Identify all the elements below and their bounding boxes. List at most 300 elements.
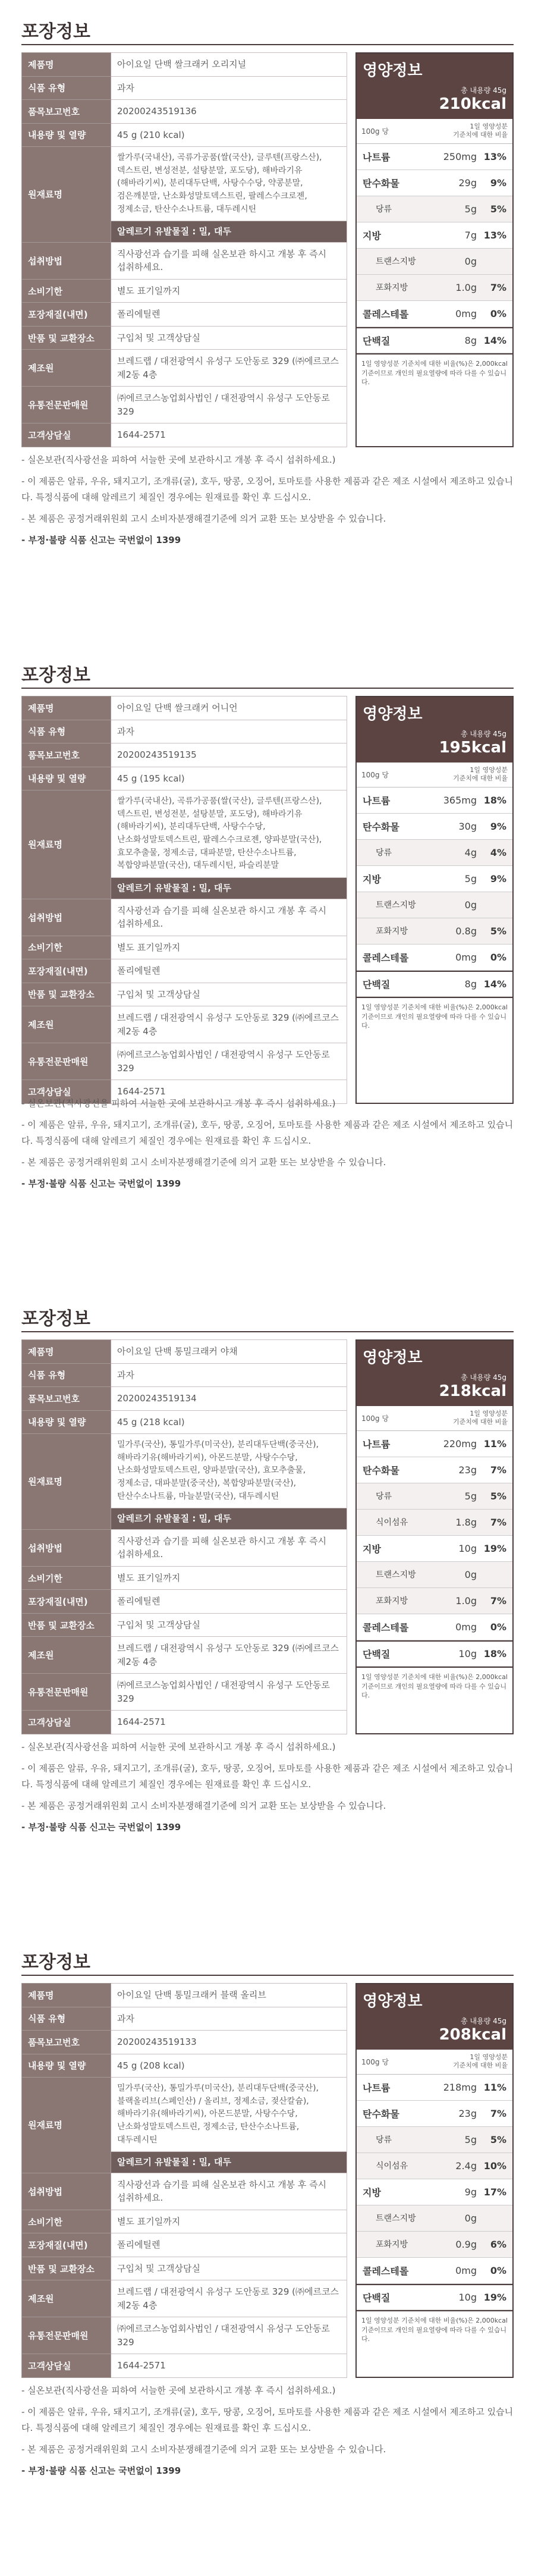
row-food-type	[22, 1363, 347, 1387]
nutrient-amount: 5g	[464, 1490, 477, 1502]
nutrient-percent: 19%	[483, 2291, 506, 2303]
row-volume	[22, 123, 347, 147]
row-ingredients	[22, 147, 347, 221]
row-value: 구입처 및 고객상담실	[111, 2257, 347, 2280]
row-expiry	[22, 1566, 347, 1590]
row-value: 45 g (208 kcal)	[111, 2054, 347, 2078]
row-ingredients	[22, 1434, 347, 1508]
nutrient-name: 콜레스테롤	[363, 2265, 409, 2277]
nutrient-percent: 0%	[490, 1621, 506, 1633]
row-distributor	[22, 1674, 347, 1711]
section-divider	[21, 1975, 514, 1976]
nutrient-percent: 7%	[490, 1464, 506, 1476]
row-value: 밀가루(국산), 통밀가루(미국산), 분리대두단백(중국산), 블랙올리브(스페인산) / 올리브, 정제소금, 젖산칼슘), 해바라기유(해바라기씨), 아몬드분말, 사탕수수당, 난소화성말토덱스트린, 정제소금, 탄산수소나트륨, 대두레시틴	[111, 2078, 347, 2152]
nutrient-row	[357, 170, 512, 196]
nutrient-row	[357, 2284, 512, 2310]
nutrient-percent: 0%	[490, 951, 506, 963]
row-label: 내용량 및 열량	[22, 767, 111, 790]
nutrient-amount: 5g	[464, 203, 477, 215]
row-expiry	[22, 2210, 347, 2233]
row-manufacturer	[22, 2280, 347, 2317]
nutrient-amount: 9g	[464, 2186, 477, 2198]
row-packaging	[22, 959, 347, 983]
nutrient-name: 포화지방	[376, 1596, 408, 1607]
row-label: 식품 유형	[22, 1363, 111, 1387]
nutrient-name: 당류	[376, 1492, 392, 1502]
nutrient-name: 포화지방	[376, 2240, 408, 2250]
nutrient-amount: 10g	[458, 2291, 477, 2303]
section-divider	[21, 44, 514, 45]
row-value: 구입처 및 고객상담실	[111, 983, 347, 1006]
row-customer	[22, 2354, 347, 2378]
nutrient-amount: 1.8g	[455, 1516, 477, 1528]
row-value: 폴리에틸렌	[111, 959, 347, 983]
row-return	[22, 983, 347, 1006]
row-value: 별도 표기일까지	[111, 936, 347, 959]
storage-notes	[21, 1096, 514, 1197]
section-title: 포장정보	[21, 665, 90, 686]
nutrient-percent: 7%	[490, 2107, 506, 2119]
nutrient-name: 탄수화물	[363, 2108, 399, 2120]
row-value: 쌀가루(국내산), 곡류가공품(쌀(국산), 글루텐(프랑스산), 덱스트린, 변성전분, 설탕분말, 포도당), 해바라기유(해바라기씨), 분리대두단백, 사탕수수당, 난소화성말토덱스트린, 팔레스수크로젠, 양파분말(국산), 효모추출물, 정제소금, 대파분말, 탄산수소나트륨, 복합양파분말(국산), 대두레시틴, 파슬리분말	[111, 790, 347, 878]
nutrient-row	[357, 787, 512, 814]
nutrient-row	[357, 918, 512, 945]
row-label: 내용량 및 열량	[22, 2054, 111, 2078]
nutrient-percent: 5%	[490, 1490, 506, 1502]
row-ingredients	[22, 790, 347, 878]
nutrient-row	[357, 301, 512, 327]
row-value: 과자	[111, 76, 347, 100]
nutrient-percent: 6%	[490, 2238, 506, 2250]
row-distributor	[22, 387, 347, 423]
nutrient-name: 식이섬유	[376, 1518, 408, 1528]
allergy-notice: 알레르기 유발물질 : 밀, 대두	[111, 221, 347, 243]
row-value: 아이요일 단백 통밀크래커 야채	[111, 1340, 347, 1364]
row-distributor	[22, 1043, 347, 1080]
nutrient-amount: 7g	[464, 229, 477, 241]
daily-ratio-label: 1일 영양성분 기준치에 대한 비율	[452, 766, 508, 783]
nutrient-amount: 8g	[464, 334, 477, 346]
nutrient-row	[357, 814, 512, 840]
row-value: 1644-2571	[111, 1080, 347, 1104]
nutrient-name: 나트륨	[363, 795, 391, 807]
row-volume	[22, 1410, 347, 1434]
per-100g-label: 100g 당	[361, 770, 389, 779]
row-value: 별도 표기일까지	[111, 279, 347, 303]
row-value: 브레드랩 / 대전광역시 유성구 도안동로 329 (㈜에르코스 제2동 4층	[111, 2280, 347, 2317]
row-label: 반품 및 교환장소	[22, 2257, 111, 2280]
note-item: - 이 제품은 알류, 우유, 돼지고기, 조개류(굴), 호두, 땅콩, 오징어, 토마토를 사용한 제품과 같은 제조 시설에서 제조하고 있습니다. 특정식품에 대해 알레르기 체질인 경우에는 원재료를 확인 후 드십시오.	[21, 1119, 514, 1146]
nutrition-header	[357, 1984, 512, 2050]
nutrient-row	[357, 249, 512, 275]
note-item: - 부정·불량 식품 신고는 국번없이 1399	[21, 1822, 181, 1833]
nutrition-facts	[355, 1339, 514, 1734]
packaging-section	[0, 1931, 535, 2574]
row-value: 직사광선과 습기를 피해 실온보관 하시고 개봉 후 즉시 섭취하세요.	[111, 899, 347, 936]
row-intake	[22, 899, 347, 936]
nutrient-row	[357, 1483, 512, 1510]
nutrient-row	[357, 2153, 512, 2179]
nutrient-row	[357, 1614, 512, 1640]
section-body	[21, 696, 514, 1104]
row-expiry	[22, 936, 347, 959]
nutrient-amount: 29g	[458, 177, 477, 189]
row-label: 제품명	[22, 1340, 111, 1364]
row-product-name	[22, 696, 347, 720]
nutrient-name: 포화지방	[376, 283, 408, 293]
nutrient-row	[357, 196, 512, 222]
nutrient-amount: 4g	[464, 846, 477, 858]
nutrient-percent: 7%	[490, 1516, 506, 1528]
row-value: 45 g (210 kcal)	[111, 123, 347, 147]
row-label: 반품 및 교환장소	[22, 1613, 111, 1637]
row-report-no	[22, 743, 347, 767]
nutrient-amount: 2.4g	[455, 2160, 477, 2172]
nutrient-amount: 10g	[458, 1542, 477, 1554]
nutrient-name: 콜레스테롤	[363, 308, 409, 320]
nutrient-row	[357, 945, 512, 971]
row-value: 20200243519134	[111, 1387, 347, 1411]
row-value: 45 g (218 kcal)	[111, 1410, 347, 1434]
row-intake	[22, 242, 347, 279]
row-food-type	[22, 2007, 347, 2031]
nutrient-percent: 5%	[490, 2133, 506, 2145]
nutrient-percent: 14%	[483, 978, 506, 990]
nutrition-header	[357, 54, 512, 119]
row-label: 고객상담실	[22, 1711, 111, 1734]
section-body	[21, 1339, 514, 1734]
nutrition-facts	[355, 696, 514, 1104]
nutrient-amount: 10g	[458, 1648, 477, 1659]
nutrition-header	[357, 697, 512, 763]
nutrient-amount: 218mg	[443, 2081, 477, 2093]
note-item: - 이 제품은 알류, 우유, 돼지고기, 조개류(굴), 호두, 땅콩, 오징어, 토마토를 사용한 제품과 같은 제조 시설에서 제조하고 있습니다. 특정식품에 대해 알레르기 체질인 경우에는 원재료를 확인 후 드십시오.	[21, 476, 514, 503]
nutrient-percent: 5%	[490, 203, 506, 215]
note-item: - 이 제품은 알류, 우유, 돼지고기, 조개류(굴), 호두, 땅콩, 오징어, 토마토를 사용한 제품과 같은 제조 시설에서 제조하고 있습니다. 특정식품에 대해 알레르기 체질인 경우에는 원재료를 확인 후 드십시오.	[21, 1763, 514, 1790]
note-item: - 부정·불량 식품 신고는 국번없이 1399	[21, 1178, 181, 1189]
row-label: 포장재질(내면)	[22, 2233, 111, 2257]
note-item: - 실온보관(직사광선을 피하여 서늘한 곳에 보관하시고 개봉 후 즉시 섭취하세요.)	[21, 1742, 336, 1752]
row-label: 섭취방법	[22, 1529, 111, 1566]
nutrient-amount: 0mg	[455, 951, 477, 963]
row-label: 식품 유형	[22, 2007, 111, 2031]
nutrient-amount: 0mg	[455, 2264, 477, 2276]
nutrition-facts	[355, 52, 514, 447]
nutrient-percent: 19%	[483, 1542, 506, 1554]
nutrient-name: 콜레스테롤	[363, 952, 409, 964]
nutrient-percent: 11%	[483, 1438, 506, 1449]
row-value: 1644-2571	[111, 1711, 347, 1734]
nutrition-footnote: 1일 영양성분 기준치에 대한 비율(%)은 2,000kcal 기준이므로 개인의 필요열량에 따라 다를 수 있습니다.	[357, 353, 512, 393]
serving-size: 총 내용량 45g	[461, 730, 506, 738]
nutrient-amount: 365mg	[443, 794, 477, 806]
nutrient-name: 나트륨	[363, 2082, 391, 2094]
nutrient-name: 지방	[363, 1543, 381, 1555]
nutrient-row	[357, 1457, 512, 1483]
nutrient-amount: 1.0g	[455, 281, 477, 293]
nutrition-title: 영양정보	[363, 1349, 423, 1367]
row-value: 아이요일 단백 쌀크래커 오리지널	[111, 53, 347, 77]
row-label: 원재료명	[22, 1434, 111, 1530]
nutrient-row	[357, 1431, 512, 1457]
nutrient-amount: 0.9g	[455, 2238, 477, 2250]
note-item: - 실온보관(직사광선을 피하여 서늘한 곳에 보관하시고 개봉 후 즉시 섭취하세요.)	[21, 2385, 336, 2396]
row-manufacturer	[22, 1006, 347, 1043]
nutrient-percent: 11%	[483, 2081, 506, 2093]
row-packaging	[22, 2233, 347, 2257]
row-value: 직사광선과 습기를 피해 실온보관 하시고 개봉 후 즉시 섭취하세요.	[111, 2173, 347, 2210]
nutrient-name: 나트륨	[363, 1438, 391, 1450]
nutrient-percent: 14%	[483, 334, 506, 346]
note-item: - 부정·불량 식품 신고는 국번없이 1399	[21, 2465, 181, 2476]
calories: 218kcal	[439, 1382, 506, 1400]
row-label: 제품명	[22, 1984, 111, 2007]
nutrient-row	[357, 971, 512, 997]
nutrient-amount: 0g	[464, 255, 477, 267]
row-label: 유통전문판매원	[22, 387, 111, 423]
calories: 210kcal	[439, 95, 506, 113]
row-label: 원재료명	[22, 790, 111, 899]
row-value: 45 g (195 kcal)	[111, 767, 347, 790]
row-value: 20200243519136	[111, 100, 347, 124]
per-100g-label: 100g 당	[361, 1414, 389, 1423]
row-label: 식품 유형	[22, 720, 111, 743]
note-item: - 본 제품은 공정거래위원회 고시 소비자분쟁해결기준에 의거 교환 또는 보상받을 수 있습니다.	[21, 1800, 386, 1811]
row-distributor	[22, 2317, 347, 2354]
nutrient-name: 트랜스지방	[376, 2214, 416, 2224]
row-food-type	[22, 720, 347, 743]
row-value: ㈜에르코스농업회사법인 / 대전광역시 유성구 도안동로 329	[111, 2317, 347, 2354]
product-info-table	[21, 1339, 347, 1734]
row-value: 폴리에틸렌	[111, 303, 347, 327]
product-info-table	[21, 696, 347, 1104]
row-value: 브레드랩 / 대전광역시 유성구 도안동로 329 (㈜에르코스 제2동 4층	[111, 350, 347, 387]
row-value: 밀가루(국산), 통밀가루(미국산), 분리대두단백(중국산), 해바라기유(해바라기씨), 아몬드분말, 사탕수수당, 난소화성말토덱스트린, 양파분말(국산), 효모추출물, 정제소금, 대파분말(중국산), 복합양파분말(국산), 탄산수소나트륨, 마늘분말(국산), 대두레시틴	[111, 1434, 347, 1508]
row-label: 섭취방법	[22, 2173, 111, 2210]
nutrient-row	[357, 2101, 512, 2127]
row-value: ㈜에르코스농업회사법인 / 대전광역시 유성구 도안동로 329	[111, 1674, 347, 1711]
nutrient-row	[357, 275, 512, 301]
nutrient-percent: 0%	[490, 2264, 506, 2276]
nutrient-name: 단백질	[363, 2292, 391, 2304]
section-title: 포장정보	[21, 1952, 90, 1973]
row-value: 20200243519135	[111, 743, 347, 767]
nutrient-name: 당류	[376, 848, 392, 858]
nutrient-percent: 7%	[490, 281, 506, 293]
packaging-section	[0, 0, 535, 644]
row-label: 제조원	[22, 2280, 111, 2317]
nutrient-row	[357, 866, 512, 892]
row-label: 소비기한	[22, 1566, 111, 1590]
storage-notes	[21, 452, 514, 554]
note-item: - 이 제품은 알류, 우유, 돼지고기, 조개류(굴), 호두, 땅콩, 오징어, 토마토를 사용한 제품과 같은 제조 시설에서 제조하고 있습니다. 특정식품에 대해 알레르기 체질인 경우에는 원재료를 확인 후 드십시오.	[21, 2406, 514, 2433]
nutrient-name: 나트륨	[363, 151, 391, 163]
nutrient-name: 단백질	[363, 978, 391, 990]
row-value: 20200243519133	[111, 2031, 347, 2054]
row-ingredients	[22, 2078, 347, 2152]
nutrient-name: 지방	[363, 2186, 381, 2198]
nutrient-percent: 4%	[490, 846, 506, 858]
row-value: 폴리에틸렌	[111, 1590, 347, 1614]
nutrient-row	[357, 892, 512, 918]
row-label: 품목보고번호	[22, 743, 111, 767]
row-value: 과자	[111, 720, 347, 743]
note-item: - 본 제품은 공정거래위원회 고시 소비자분쟁해결기준에 의거 교환 또는 보상받을 수 있습니다.	[21, 513, 386, 524]
nutrient-amount: 0.8g	[455, 925, 477, 937]
nutrient-amount: 1.0g	[455, 1595, 477, 1607]
nutrition-title: 영양정보	[363, 1993, 423, 2010]
row-label: 원재료명	[22, 147, 111, 243]
note-item: - 실온보관(직사광선을 피하여 서늘한 곳에 보관하시고 개봉 후 즉시 섭취하세요.)	[21, 454, 336, 465]
row-label: 품목보고번호	[22, 100, 111, 124]
row-label: 섭취방법	[22, 899, 111, 936]
row-value: 직사광선과 습기를 피해 실온보관 하시고 개봉 후 즉시 섭취하세요.	[111, 242, 347, 279]
serving-size: 총 내용량 45g	[461, 2017, 506, 2025]
nutrient-amount: 23g	[458, 1464, 477, 1476]
nutrient-amount: 0g	[464, 2212, 477, 2224]
nutrient-percent: 9%	[490, 873, 506, 884]
row-value: 과자	[111, 2007, 347, 2031]
section-divider	[21, 688, 514, 689]
nutrient-row	[357, 1640, 512, 1667]
row-label: 포장재질(내면)	[22, 1590, 111, 1614]
nutrient-row	[357, 2232, 512, 2258]
row-value: 별도 표기일까지	[111, 2210, 347, 2233]
row-label: 제조원	[22, 1637, 111, 1674]
nutrient-row	[357, 2179, 512, 2205]
nutrient-amount: 30g	[458, 820, 477, 832]
row-label: 유통전문판매원	[22, 1043, 111, 1080]
row-label: 제품명	[22, 53, 111, 77]
nutrient-amount: 5g	[464, 873, 477, 884]
row-label: 품목보고번호	[22, 1387, 111, 1411]
row-label: 포장재질(내면)	[22, 959, 111, 983]
nutrient-name: 탄수화물	[363, 1464, 399, 1476]
nutrition-basis	[357, 763, 512, 787]
nutrient-percent: 18%	[483, 1648, 506, 1659]
row-value: 브레드랩 / 대전광역시 유성구 도안동로 329 (㈜에르코스 제2동 4층	[111, 1637, 347, 1674]
nutrient-percent: 0%	[490, 308, 506, 319]
row-label: 내용량 및 열량	[22, 1410, 111, 1434]
row-label: 제조원	[22, 1006, 111, 1043]
nutrient-name: 탄수화물	[363, 177, 399, 189]
row-label: 고객상담실	[22, 1080, 111, 1104]
nutrition-basis	[357, 119, 512, 144]
section-title: 포장정보	[21, 1309, 90, 1329]
nutrient-row	[357, 2075, 512, 2101]
storage-notes	[21, 1739, 514, 1841]
packaging-section	[0, 644, 535, 1287]
nutrient-amount: 0g	[464, 899, 477, 911]
allergy-notice: 알레르기 유발물질 : 밀, 대두	[111, 1508, 347, 1530]
nutrient-name: 트랜스지방	[376, 1570, 416, 1580]
row-label: 내용량 및 열량	[22, 123, 111, 147]
nutrition-title: 영양정보	[363, 705, 423, 723]
note-item: - 실온보관(직사광선을 피하여 서늘한 곳에 보관하시고 개봉 후 즉시 섭취하세요.)	[21, 1098, 336, 1109]
section-body	[21, 52, 514, 447]
row-label: 소비기한	[22, 2210, 111, 2233]
note-item: - 본 제품은 공정거래위원회 고시 소비자분쟁해결기준에 의거 교환 또는 보상받을 수 있습니다.	[21, 2443, 386, 2455]
row-value: 구입처 및 고객상담실	[111, 1613, 347, 1637]
row-value: 별도 표기일까지	[111, 1566, 347, 1590]
row-value: 1644-2571	[111, 2354, 347, 2378]
daily-ratio-label: 1일 영양성분 기준치에 대한 비율	[452, 2053, 508, 2070]
nutrient-name: 지방	[363, 873, 381, 885]
nutrition-facts	[355, 1983, 514, 2378]
nutrition-basis	[357, 1406, 512, 1431]
note-item: - 본 제품은 공정거래위원회 고시 소비자분쟁해결기준에 의거 교환 또는 보상받을 수 있습니다.	[21, 1156, 386, 1168]
nutrient-amount: 220mg	[443, 1438, 477, 1449]
nutrient-name: 당류	[376, 205, 392, 215]
row-value: 구입처 및 고객상담실	[111, 326, 347, 350]
row-value: ㈜에르코스농업회사법인 / 대전광역시 유성구 도안동로 329	[111, 1043, 347, 1080]
row-label: 포장재질(내면)	[22, 303, 111, 327]
nutrient-percent: 13%	[483, 229, 506, 241]
nutrient-row	[357, 2258, 512, 2284]
nutrient-row	[357, 222, 512, 249]
section-title: 포장정보	[21, 21, 90, 42]
row-label: 원재료명	[22, 2078, 111, 2173]
product-info-table	[21, 52, 347, 447]
nutrient-row	[357, 1510, 512, 1536]
nutrient-name: 식이섬유	[376, 2161, 408, 2172]
nutrient-percent: 7%	[490, 1595, 506, 1607]
nutrition-title: 영양정보	[363, 62, 423, 80]
nutrient-percent: 9%	[490, 820, 506, 832]
row-label: 제조원	[22, 350, 111, 387]
row-volume	[22, 2054, 347, 2078]
row-label: 반품 및 교환장소	[22, 983, 111, 1006]
row-report-no	[22, 1387, 347, 1411]
row-value: 쌀가루(국내산), 곡류가공품(쌀(국산), 글루텐(프랑스산), 덱스트린, 변성전분, 설탕분말, 포도당), 해바라기유(해바라기씨), 분리대두단백, 사탕수수당, 약콩분말, 검은깨분말, 난소화성말토덱스트린, 팔레스수크로젠, 정제소금, 탄산수소나트륨, 대두레시틴	[111, 147, 347, 221]
serving-size: 총 내용량 45g	[461, 86, 506, 95]
nutrient-percent: 5%	[490, 925, 506, 937]
product-info-table	[21, 1983, 347, 2378]
nutrition-footnote: 1일 영양성분 기준치에 대한 비율(%)은 2,000kcal 기준이므로 개인의 필요열량에 따라 다를 수 있습니다.	[357, 2310, 512, 2349]
nutrient-amount: 0mg	[455, 1621, 477, 1633]
row-value: 폴리에틸렌	[111, 2233, 347, 2257]
nutrient-amount: 0mg	[455, 308, 477, 319]
nutrient-row	[357, 2205, 512, 2232]
row-value: 1644-2571	[111, 423, 347, 447]
nutrient-amount: 8g	[464, 978, 477, 990]
nutrition-footnote: 1일 영양성분 기준치에 대한 비율(%)은 2,000kcal 기준이므로 개인의 필요열량에 따라 다를 수 있습니다.	[357, 1667, 512, 1706]
row-label: 반품 및 교환장소	[22, 326, 111, 350]
nutrition-header	[357, 1341, 512, 1406]
nutrient-name: 당류	[376, 2135, 392, 2145]
nutrient-name: 트랜스지방	[376, 900, 416, 911]
row-manufacturer	[22, 1637, 347, 1674]
row-return	[22, 2257, 347, 2280]
row-label: 유통전문판매원	[22, 1674, 111, 1711]
row-report-no	[22, 100, 347, 124]
daily-ratio-label: 1일 영양성분 기준치에 대한 비율	[452, 123, 508, 139]
nutrient-name: 콜레스테롤	[363, 1621, 409, 1633]
nutrient-row	[357, 144, 512, 170]
serving-size: 총 내용량 45g	[461, 1373, 506, 1382]
row-value: 직사광선과 습기를 피해 실온보관 하시고 개봉 후 즉시 섭취하세요.	[111, 1529, 347, 1566]
nutrient-amount: 23g	[458, 2107, 477, 2119]
allergy-notice: 알레르기 유발물질 : 밀, 대두	[111, 878, 347, 899]
row-label: 유통전문판매원	[22, 2317, 111, 2354]
packaging-section	[0, 1287, 535, 1931]
row-packaging	[22, 1590, 347, 1614]
nutrient-name: 트랜스지방	[376, 257, 416, 267]
row-value: ㈜에르코스농업회사법인 / 대전광역시 유성구 도안동로 329	[111, 387, 347, 423]
row-report-no	[22, 2031, 347, 2054]
row-customer	[22, 423, 347, 447]
per-100g-label: 100g 당	[361, 127, 389, 136]
